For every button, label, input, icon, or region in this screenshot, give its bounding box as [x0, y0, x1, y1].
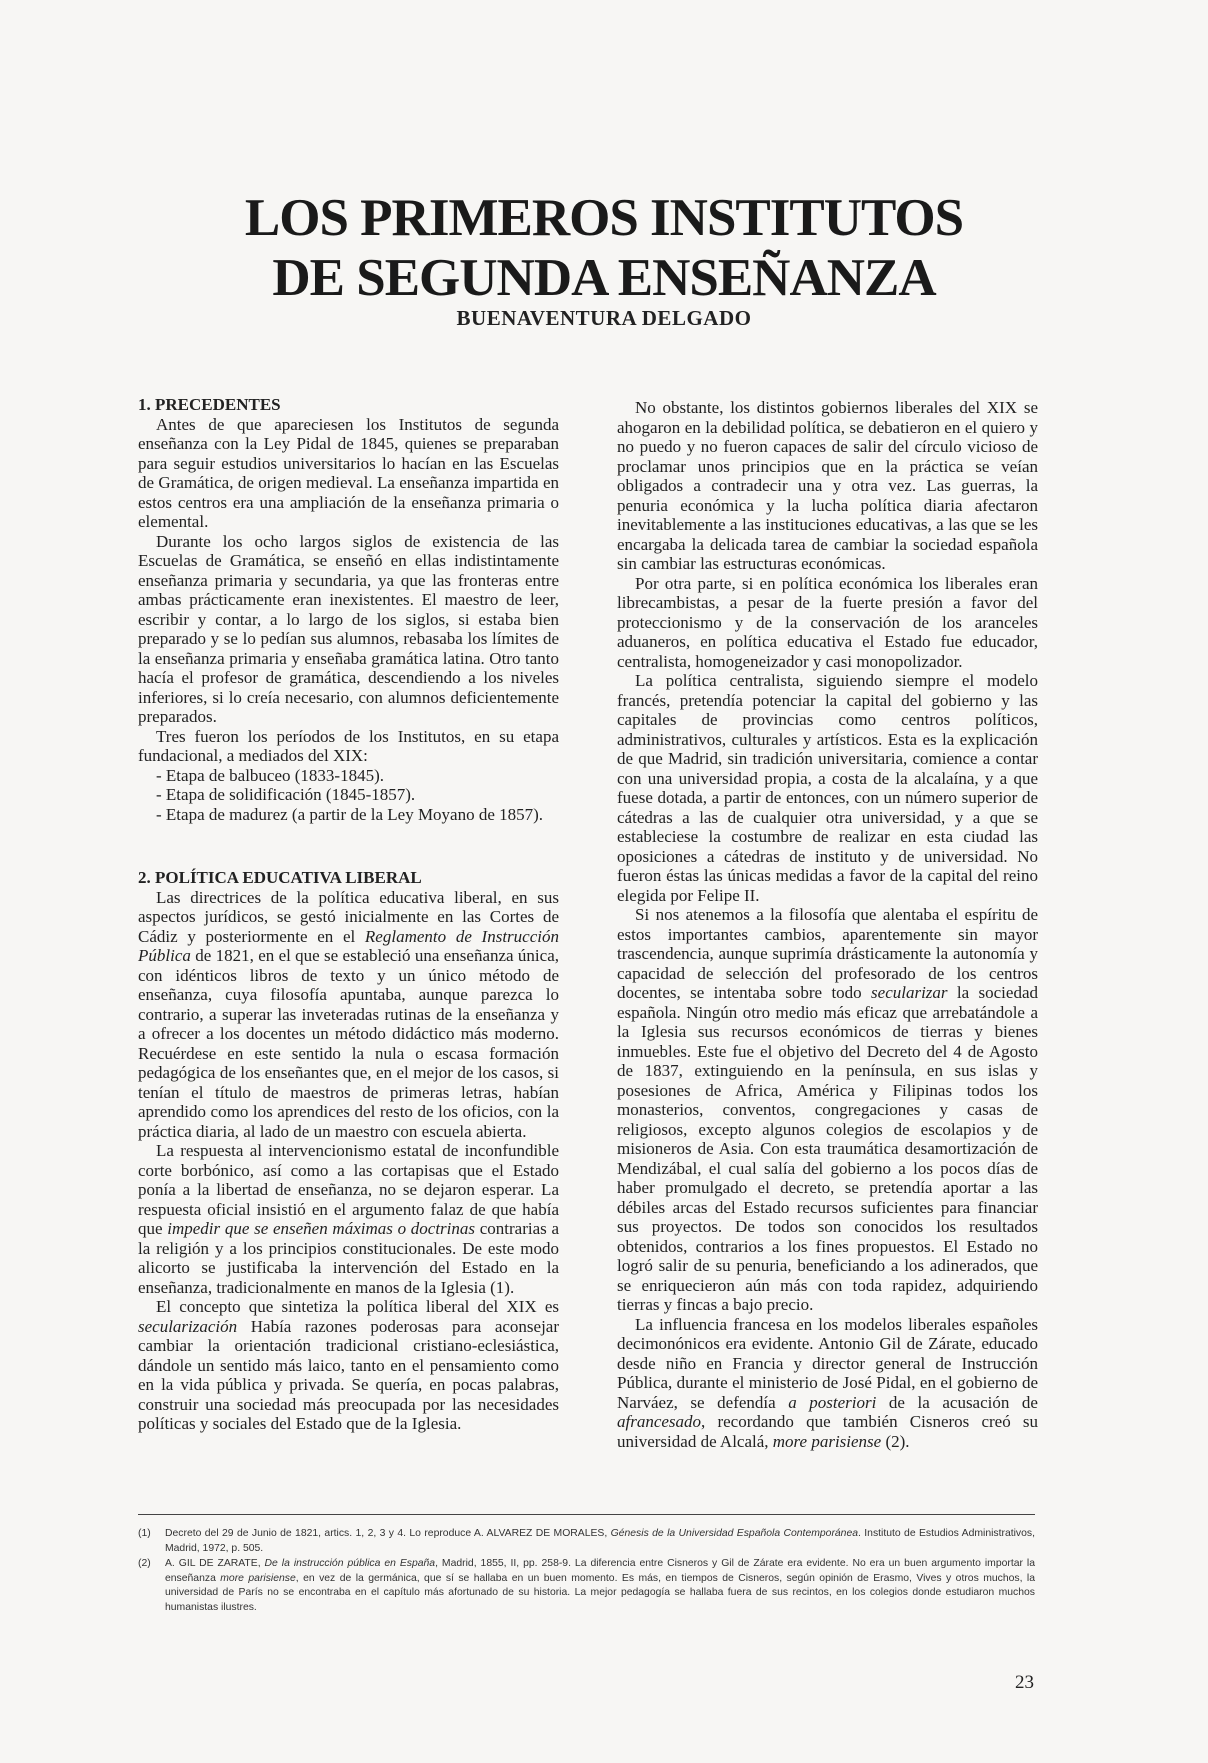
author-name: BUENAVENTURA DELGADO — [456, 306, 752, 330]
paragraph: La política centralista, siguiendo siempre el modelo francés, pretendía potenciar la capital del gobierno y las capitales de provincias como centros políticos, administrativos, culturales y artísticos. Esta es la explicación de que Madrid, sin tradición universitaria, comience a contar con una universidad propia, a costa de la alcalaína, y a que fuese dotada, a partir de entonces, con un número superior de cátedras a las de cualquier otra universidad, y a que se estableciese la costumbre de realizar en esta ciudad las oposiciones a cátedras de instituto y de universidad. No fueron éstas las únicas medidas a favor de la capital del reino elegida por Felipe II. — [617, 671, 1038, 905]
paragraph: Por otra parte, si en política económica los liberales eran librecambistas, a pesar de la fuerte presión a favor del proteccionismo y de la conservación de los aranceles aduaneros, en política educativa el Estado fue educador, centralista, homogeneizador y casi monopolizador. — [617, 573, 1038, 671]
list-item: - Etapa de madurez (a partir de la Ley Moyano de 1857). — [156, 804, 544, 824]
footnote-2 — [138, 1557, 1035, 1615]
footnote-number: (2) — [138, 1558, 151, 1570]
footnote-1 — [138, 1527, 1035, 1556]
paragraph: No obstante, los distintos gobiernos liberales del XIX se ahogaron en la debilidad política, se debatieron en el quiero y no puedo y no fueron capaces de salir del círculo vicioso de proclamar unos principios que en la práctica se veían obligados a contradecir una y otra vez. Las guerras, la penuria económica y la lucha política diaria afectaron inevitablemente a las instituciones educativas, a las que se les encargaba la delicada tarea de cambiar la sociedad española sin cambiar las estructuras económicas. — [617, 398, 1038, 573]
article-title — [0, 188, 1208, 308]
title-line-1: LOS PRIMEROS INSTITUTOS — [244, 189, 964, 247]
paragraph: El concepto que sintetiza la política liberal del XIX es secularización Había razones poderosas para aconsejar cambiar la orientación tradicional cristiano-eclesiástica, dándole un sentido más laico, tanto en el pensamiento como en la vida pública y privada. Se quería, en pocas palabras, construir una sociedad más preocupada por las necesidades políticas y sociales del Estado que de la Iglesia. — [138, 1297, 559, 1433]
paragraph: La influencia francesa en los modelos liberales españoles decimonónicos era evidente. Antonio Gil de Zárate, educado desde niño en Francia y director general de Instrucción Pública, durante el ministerio de José Pidal, en el gobierno de Narváez, se defendía a posteriori de la acusación de afrancesado, recordando que también Cisneros creó su universidad de Alcalá, more parisiense (2). — [617, 1314, 1038, 1451]
list-item: - Etapa de balbuceo (1833-1845). — [156, 765, 384, 785]
footnotes — [138, 1527, 1035, 1617]
section-heading-1: 1. PRECEDENTES — [138, 395, 281, 414]
page-number: 23 — [1015, 1672, 1034, 1693]
footnote-number: (1) — [138, 1528, 151, 1539]
footnote-text: Decreto del 29 de Junio de 1821, artics. 1, 2, 3 y 4. Lo reproduce A. ALVAREZ DE MORALES, Génesis de la Universidad Española Contemporánea. Instituto de Estudios Administrativos, Madrid, 1972, p. 505. — [165, 1528, 1035, 1554]
title-line-2: DE SEGUNDA ENSEÑANZA — [272, 249, 936, 307]
paragraph: Las directrices de la política educativa liberal, en sus aspectos jurídicos, se gestó inicialmente en las Cortes de Cádiz y posteriormente en el Reglamento de Instrucción Pública de 1821, en el que se estableció una enseñanza única, con idénticos libros de texto y un único método de enseñanza, cuya filosofía apuntaba, aunque parezca lo contrario, a superar las inveteradas rutinas de la enseñanza y a ofrecer a los docentes un método didáctico más moderno. Recuérdese en este sentido la nula o escasa formación pedagógica de los enseñantes que, en el mejor de los casos, si tenían el título de maestros de primeras letras, habían aprendido como los aprendices del resto de los oficios, con la práctica diaria, al lado de un maestro con escuela abierta. — [138, 887, 559, 1141]
left-column — [138, 395, 559, 1434]
right-column — [617, 398, 1038, 1451]
paragraph: Antes de que apareciesen los Institutos de segunda enseñanza con la Ley Pidal de 1845, quienes se preparaban para seguir estudios universitarios lo hacían en las Escuelas de Gramática, de origen medieval. La enseñanza impartida en estos centros era una ampliación de la enseñanza primaria o elemental. — [138, 414, 559, 531]
paragraph: Durante los ocho largos siglos de existencia de las Escuelas de Gramática, se enseñó en ellas indistintamente enseñanza primaria y secundaria, ya que las fronteras entre ambas prácticamente eran inexistentes. El maestro de leer, escribir y contar, a lo largo de los siglos, si estaba bien preparado y se lo pedían sus alumnos, rebasaba los límites de la enseñanza primaria y enseñaba gramática latina. Otro tanto hacía el profesor de gramática, descendiendo a los niveles inferiores, si lo creía necesario, con alumnos deficientemente preparados. — [138, 531, 559, 726]
section-heading-2: 2. POLÍTICA EDUCATIVA LIBERAL — [138, 868, 422, 887]
paragraph: Tres fueron los períodos de los Institutos, en su etapa fundacional, a mediados del XIX: — [138, 726, 559, 765]
footnote-text: A. GIL DE ZARATE, De la instrucción pública en España, Madrid, 1855, II, pp. 258-9. La diferencia entre Cisneros y Gil de Zárate era evidente. No era un buen argumento importar la enseñanza more parisiense, en vez de la germánica, que sí se hallaba en un buen momento. Es más, en tiempos de Cisneros, según opinión de Erasmo, Vives y otros muchos, la universidad de París no se encontraba en el capítulo más afortunado de su historia. La mejor pedagogía se hallaba fuera de sus recintos, en los colegios donde estudiaron muchos humanistas ilustres. — [165, 1558, 1036, 1613]
footnote-divider — [138, 1514, 1035, 1515]
list-item: - Etapa de solidificación (1845-1857). — [156, 785, 416, 804]
paragraph: Si nos atenemos a la filosofía que alentaba el espíritu de estos importantes cambios, aparentemente sin mayor trascendencia, aunque suprimía drásticamente la autonomía y capacidad de selección del profesorado de los centros docentes, se intentaba sobre todo secularizar la sociedad española. Ningún otro medio más eficaz que arrebatándole a la Iglesia sus recursos económicos de tierras y bienes inmuebles. Este fue el objetivo del Decreto del 4 de Agosto de 1837, extinguiendo en la península, en sus islas y posesiones de Africa, América y Filipinas todos los monasterios, conventos, congregaciones y casas de religiosos, excepto algunos colegios de escolapios y de misioneros de Asia. Con esta traumática desamortización de Mendizábal, el cual salía del gobierno a los pocos días de haber promulgado el decreto, se pretendía aportar a las débiles arcas del Estado recursos suficientes para financiar sus proyectos. De todos son conocidos los resultados obtenidos, contrarios a los fines propuestos. El Estado no logró salir de su penuria, beneficiando a los adinerados, que se enriquecieron aún más con toda rapidez, adquiriendo tierras y fincas a bajo precio. — [617, 905, 1038, 1314]
paragraph: La respuesta al intervencionismo estatal de inconfundible corte borbónico, así como a las cortapisas que el Estado ponía a la libertad de enseñanza, no se dejaron esperar. La respuesta oficial insistió en el argumento falaz de que había que impedir que se enseñen máximas o doctrinas contrarias a la religión y a los principios constitucionales. De este modo alicorto se justificaba la intervención del Estado en la enseñanza, tradicionalmente en manos de la Iglesia (1). — [138, 1141, 559, 1297]
